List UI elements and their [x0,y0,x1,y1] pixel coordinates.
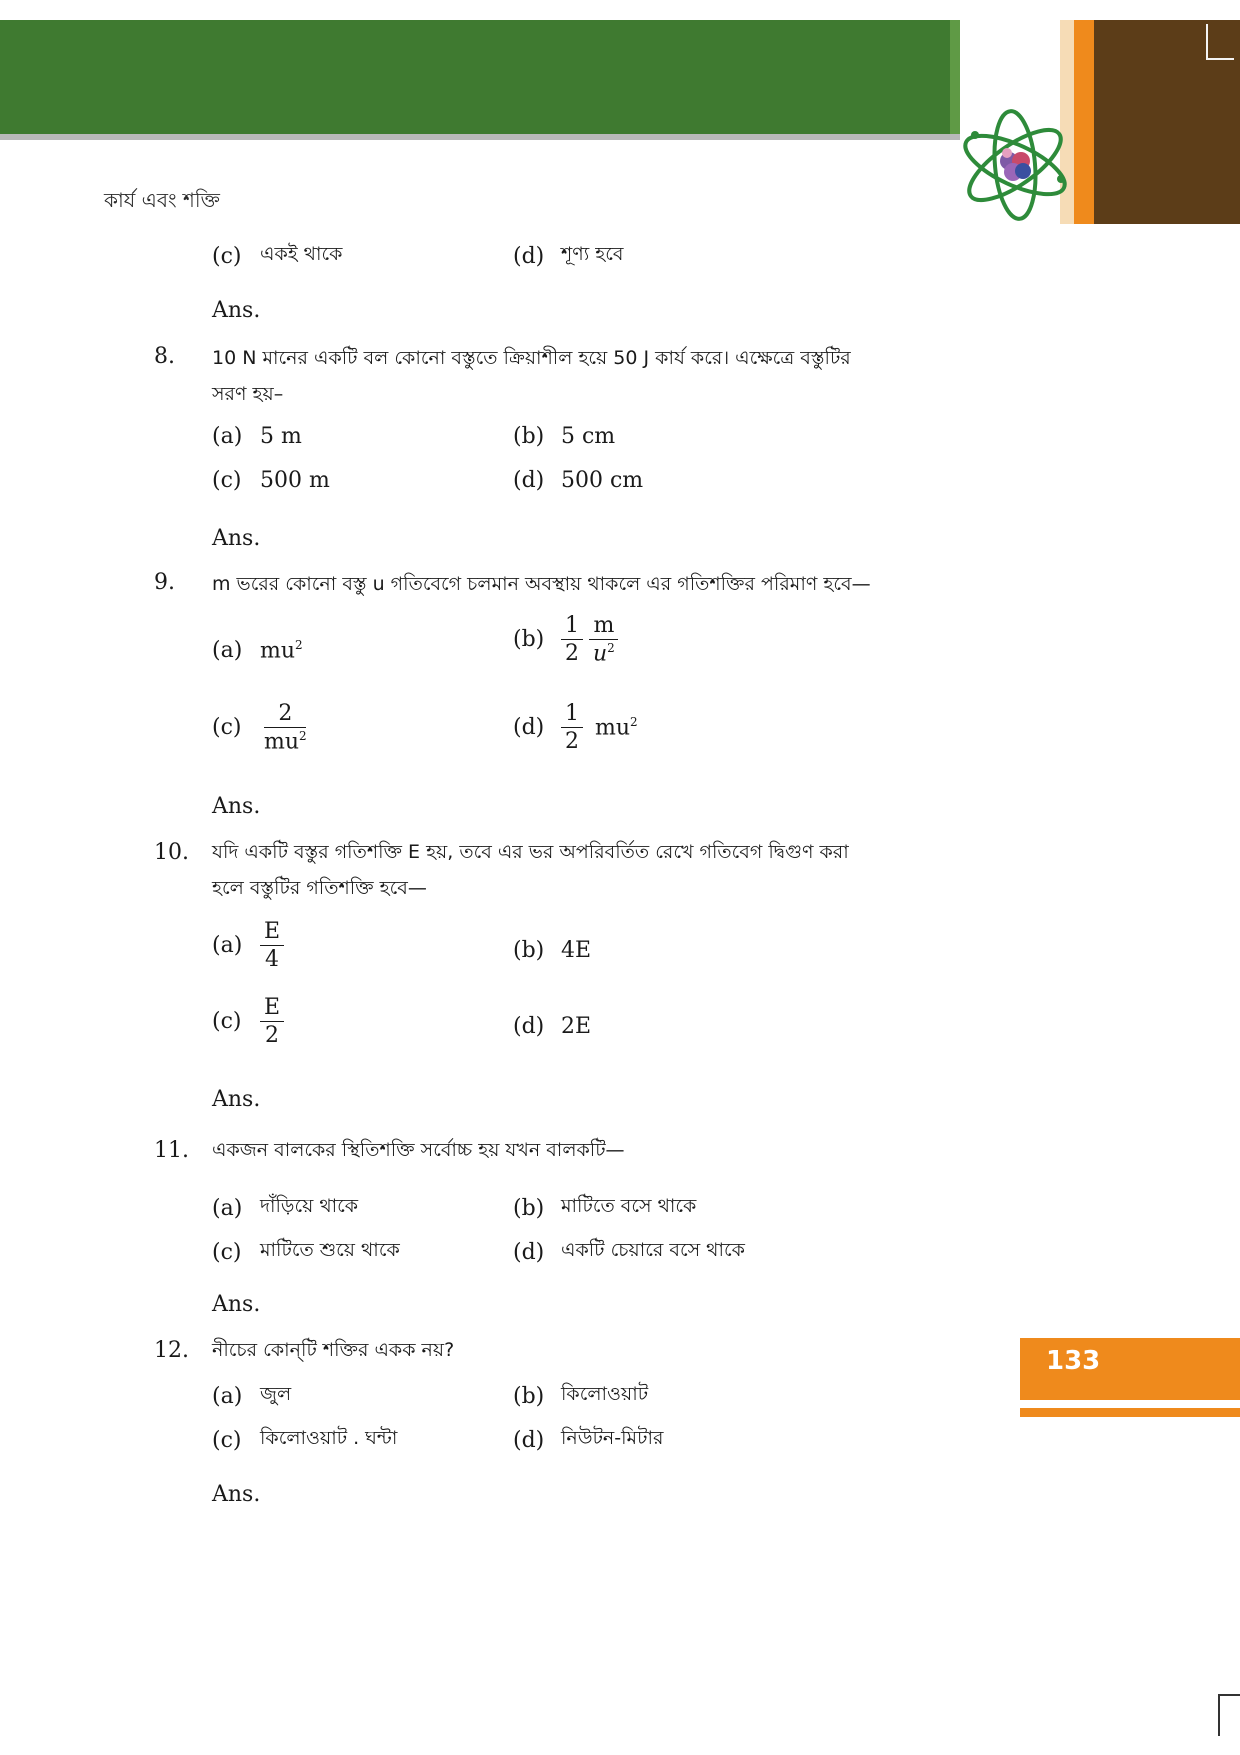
option-formula [260,920,284,971]
fraction-numerator: E [260,996,284,1022]
formula-exponent: 2 [630,714,638,729]
fraction-denominator: 2 [565,641,579,667]
q8-text-line2: সরণ হয়– [212,383,284,405]
option-label: (d) [513,1427,545,1453]
option-text: একই থাকে [260,243,343,265]
option-text: কিলোওয়াট . ঘন্টা [260,1427,398,1449]
q12-answer: Ans. [212,1482,261,1507]
formula-base: mu [260,638,296,664]
q11-option-d [513,1236,745,1268]
q11-option-a [212,1192,358,1224]
formula-base: u [593,641,608,667]
q8-number: 8. [154,344,175,369]
option-label: (a) [212,933,243,959]
fraction-numerator: 2 [264,702,306,728]
q8-option-c [212,468,330,493]
q9-option-d [513,702,638,753]
q10-option-c [212,996,284,1047]
fraction [561,702,583,753]
q12-number: 12. [154,1338,189,1363]
page-number: 133 [1046,1346,1101,1376]
q12-text: নীচের কোন্‌টি শক্তির একক নয়? [212,1339,455,1361]
fraction-denominator [589,640,619,665]
q12-option-d [513,1424,663,1456]
option-formula [561,702,638,753]
option-formula [561,614,619,666]
option-label: (d) [513,1239,545,1265]
q8-option-b [513,424,615,449]
fraction-denominator: 2 [565,729,579,755]
option-label: (b) [513,424,545,449]
q12-option-a [212,1380,291,1412]
header-green-band [0,20,958,134]
page-number-rule [1020,1408,1240,1417]
fraction [589,614,619,666]
q8-answer: Ans. [212,526,261,551]
q12-option-c [212,1424,397,1456]
formula-exponent: 2 [295,638,303,652]
option-label: (a) [212,1383,243,1409]
q10-option-a [212,920,284,971]
option-label: (c) [212,1427,242,1453]
fraction-denominator [260,728,311,753]
option-text: জুল [260,1383,292,1405]
fraction [561,614,583,665]
q10-text-line1: যদি একটি বস্তুর গতিশক্তি E হয়, তবে এর ভর অপরিবর্তিত রেখে গতিবেগ দ্বিগুণ করা [212,841,849,863]
q11-number: 11. [154,1138,189,1163]
option-text: 4E [561,938,592,963]
q7-answer: Ans. [212,298,261,323]
option-text: 5 m [260,424,302,449]
option-label: (a) [212,638,243,664]
option-label: (d) [513,1014,545,1039]
atom-icon [955,105,1075,225]
option-text: কিলোওয়াট [561,1383,649,1405]
crop-mark-top [1206,24,1234,60]
crop-mark-bottom [1218,1694,1240,1736]
option-text: 500 cm [561,468,644,493]
q8-text [212,340,892,412]
option-text: 5 cm [561,424,616,449]
option-label: (d) [513,715,545,741]
option-label: (b) [513,1195,545,1221]
option-text: মাটিতে শুয়ে থাকে [260,1239,400,1261]
option-label: (b) [513,938,545,963]
fraction-denominator: 4 [265,947,280,973]
header-orange-strip [1074,20,1094,224]
header-grey-rule [0,134,960,140]
option-text: মাটিতে বসে থাকে [561,1195,697,1217]
option-label: (a) [212,1195,243,1221]
q9-text: m ভরের কোনো বস্তু u গতিবেগে চলমান অবস্থায় থাকলে এর গতিশক্তির পরিমাণ হবে— [212,573,871,595]
q11-option-b [513,1192,696,1224]
option-label: (c) [212,715,242,741]
option-label: (c) [212,468,242,493]
q9-option-b [513,614,619,666]
option-label: (c) [212,1239,242,1265]
option-label: (d) [513,468,545,493]
q10-answer: Ans. [212,1087,261,1112]
option-formula [260,702,311,754]
q9-option-a [212,638,303,663]
formula-base: mu [595,715,631,741]
option-label: (a) [212,424,243,449]
option-label: (b) [513,627,545,653]
option-formula [260,996,284,1047]
option-formula [260,638,303,663]
q9-number: 9. [154,570,175,595]
fraction-denominator: 2 [265,1023,280,1049]
formula-base: mu [264,729,300,755]
option-text: দাঁড়িয়ে থাকে [260,1195,359,1217]
option-text: 2E [561,1014,592,1039]
q8-option-a [212,424,302,449]
q9-answer: Ans. [212,794,261,819]
q9-option-c [212,702,311,754]
q7-option-d [513,240,623,272]
q10-text-line2: হলে বস্তুটির গতিশক্তি হবে— [212,877,427,899]
q11-option-c [212,1236,400,1268]
option-text: নিউটন-মিটার [561,1427,664,1449]
q11-text: একজন বালকের স্থিতিশক্তি সর্বোচ্চ হয় যখন বালকটি— [212,1139,625,1161]
formula-exponent: 2 [607,641,615,656]
option-text: 500 m [260,468,330,493]
q7-option-c [212,240,342,272]
fraction-numerator: E [260,920,284,946]
option-label: (c) [212,1009,242,1035]
q10-number: 10. [154,840,189,865]
q8-option-d [513,468,643,493]
option-text: শূণ্য হবে [561,243,624,265]
formula-tail [595,715,638,740]
q10-option-b [513,938,591,963]
option-label: (d) [513,243,545,269]
q8-text-line1: 10 N মানের একটি বল কোনো বস্তুতে ক্রিয়াশীল হয়ে 50 J কার্য করে। এক্ষেত্রে বস্তুটির [212,347,851,369]
q10-option-d [513,1014,591,1039]
running-title: কার্য এবং শক্তি [104,188,220,212]
fraction-numerator: 1 [561,614,583,640]
formula-exponent: 2 [299,729,307,744]
option-label: (c) [212,243,242,269]
option-label: (b) [513,1383,545,1409]
fraction-numerator: m [589,614,618,640]
q12-option-b [513,1380,648,1412]
q11-answer: Ans. [212,1292,261,1317]
option-text: একটি চেয়ারে বসে থাকে [561,1239,745,1261]
q10-text [212,834,892,906]
fraction-numerator: 1 [561,702,583,728]
